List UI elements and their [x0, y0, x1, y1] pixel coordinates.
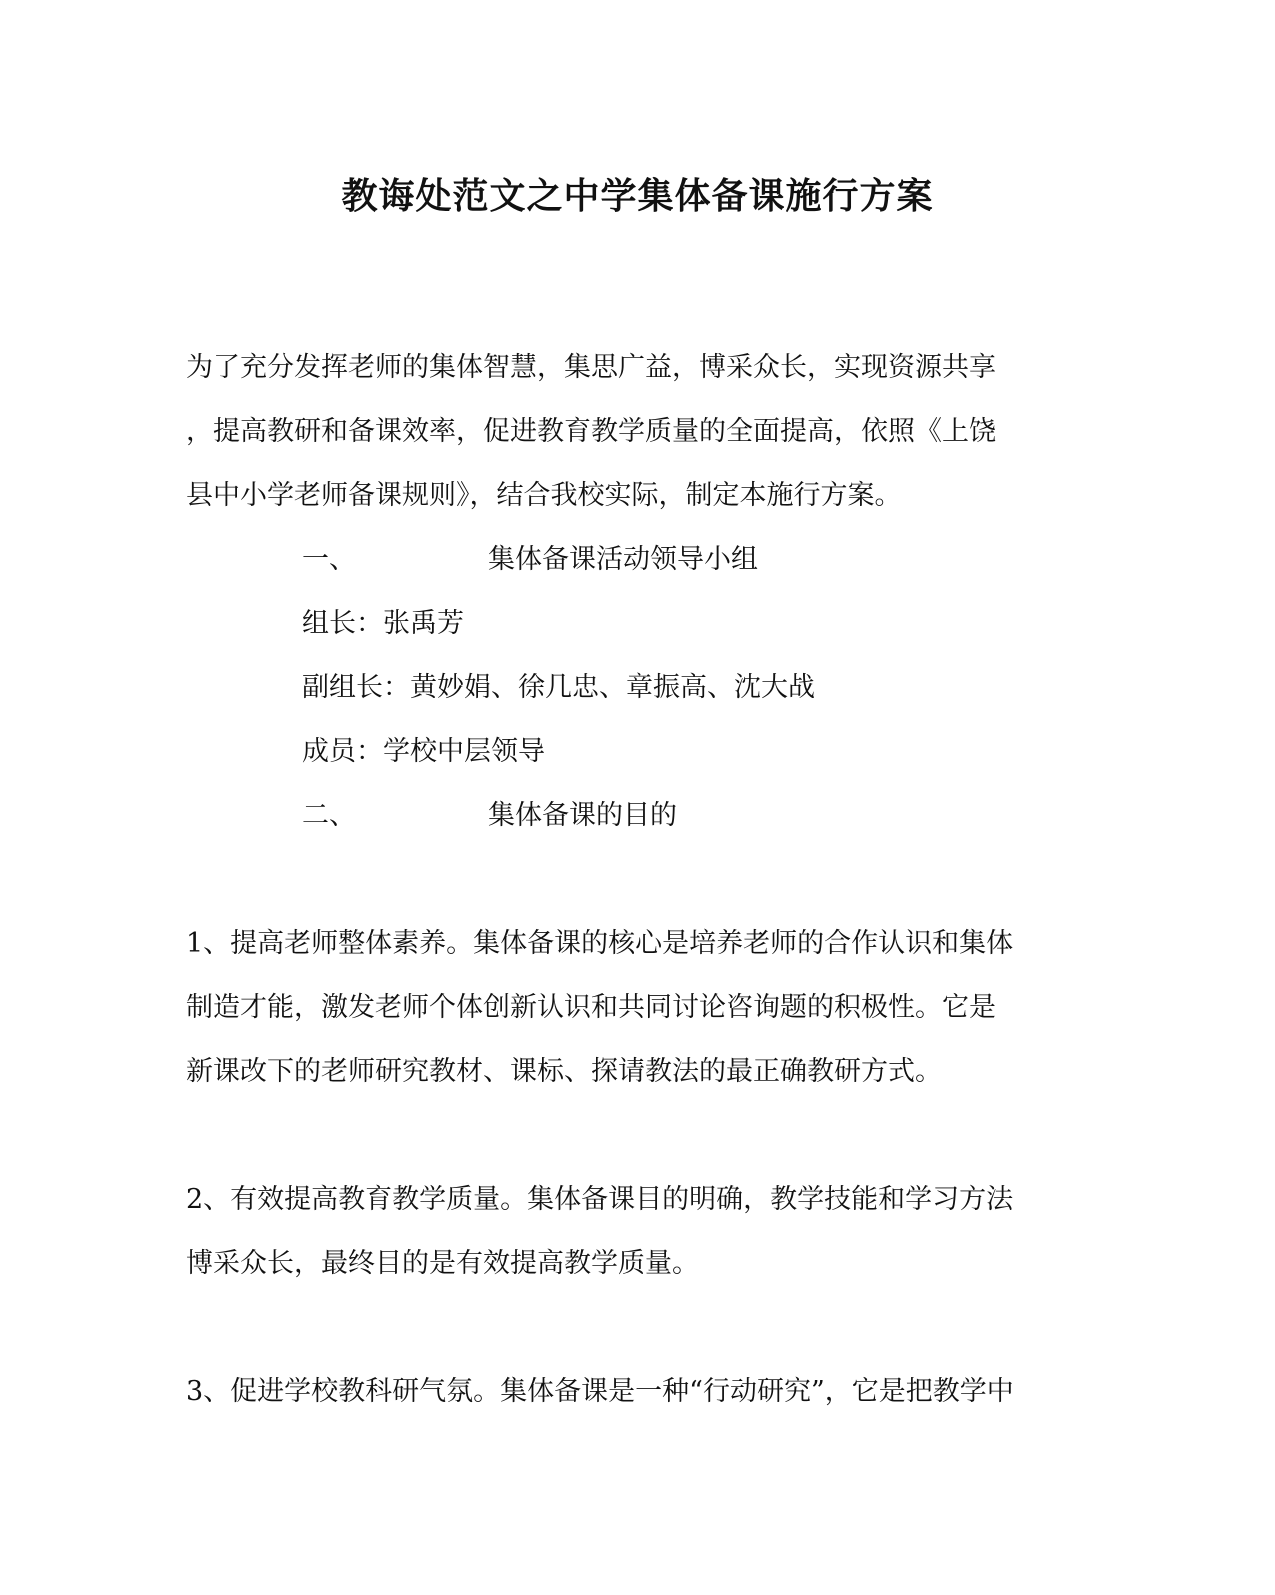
section-2-number: 二、 — [302, 800, 356, 831]
point-2-line-2: 博采众长，最终目的是有效提高教学质量。 — [186, 1248, 699, 1279]
group-deputy-leaders: 副组长：黄妙娟、徐几忠、章振高、沈大战 — [302, 672, 815, 703]
group-leader: 组长：张禹芳 — [302, 608, 464, 639]
intro-line-2: ，提高教研和备课效率，促进教育教学质量的全面提高，依照《上饶 — [186, 416, 996, 447]
section-2-heading: 集体备课的目的 — [488, 800, 677, 831]
intro-line-3: 县中小学老师备课规则》，结合我校实际，制定本施行方案。 — [186, 480, 902, 511]
group-members: 成员：学校中层领导 — [302, 736, 545, 767]
section-1-number: 一、 — [302, 544, 356, 575]
point-1-line-2: 制造才能，激发老师个体创新认识和共同讨论咨询题的积极性。它是 — [186, 992, 996, 1023]
section-1-heading: 集体备课活动领导小组 — [488, 544, 758, 575]
intro-line-1: 为了充分发挥老师的集体智慧，集思广益，博采众长，实现资源共享 — [186, 352, 996, 383]
point-1-line-3: 新课改下的老师研究教材、课标、探请教法的最正确教研方式。 — [186, 1056, 942, 1087]
point-3-line-1: 3、促进学校教科研气氛。集体备课是一种“行动研究”，它是把教学中 — [186, 1376, 1014, 1407]
document-title: 教诲处范文之中学集体备课施行方案 — [341, 175, 934, 217]
point-2-line-1: 2、有效提高教育教学质量。集体备课目的明确，教学技能和学习方法 — [186, 1184, 1014, 1215]
point-1-line-1: 1、提高老师整体素养。集体备课的核心是培养老师的合作认识和集体 — [186, 928, 1014, 959]
